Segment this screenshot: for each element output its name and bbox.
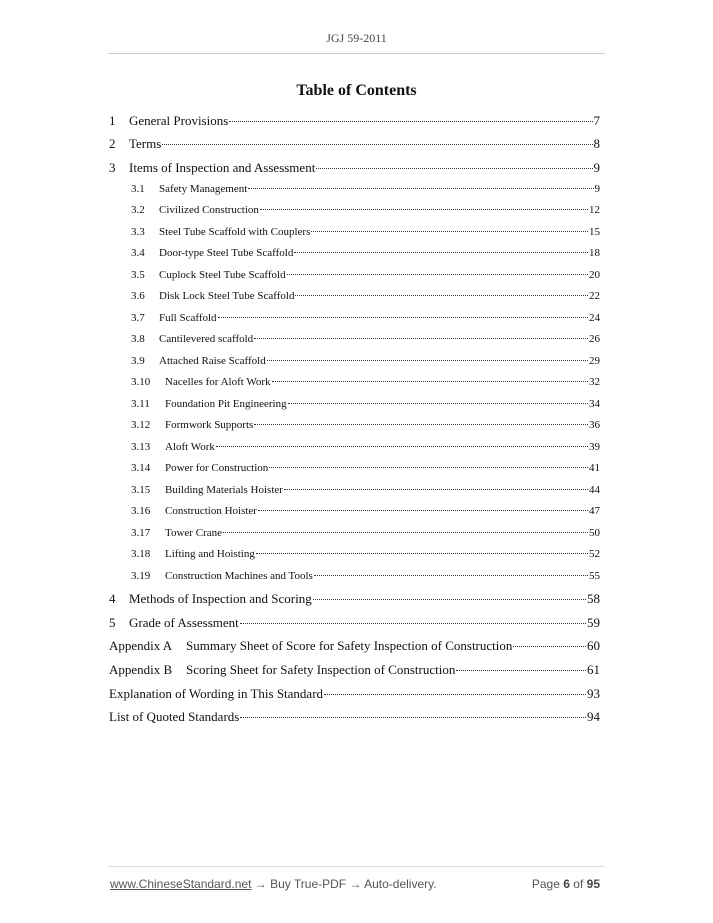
toc-entry-label: Aloft Work xyxy=(165,440,215,453)
toc-entry[interactable] xyxy=(109,591,600,614)
table-of-contents xyxy=(109,113,600,733)
toc-entry-page: 18 xyxy=(589,247,600,260)
page-indicator xyxy=(532,877,600,891)
toc-entry-number: 3.9 xyxy=(131,354,145,367)
toc-entry[interactable] xyxy=(109,462,600,484)
dot-leader xyxy=(456,670,586,671)
toc-entry-number: 3.4 xyxy=(131,247,145,260)
toc-entry-number: 3.5 xyxy=(131,268,145,281)
toc-entry-label: Scoring Sheet for Safety Inspection of Construction xyxy=(186,661,456,677)
toc-entry-number: 3.18 xyxy=(131,548,151,561)
toc-entry-number: Appendix B xyxy=(109,661,173,677)
toc-entry-page: 39 xyxy=(589,440,600,453)
toc-entry-page: 9 xyxy=(594,182,600,195)
dot-leader xyxy=(288,403,588,404)
dot-leader xyxy=(216,446,588,447)
toc-entry-page: 60 xyxy=(587,637,600,653)
dot-leader xyxy=(267,360,588,361)
toc-entry-page: 44 xyxy=(589,483,600,496)
footer-divider xyxy=(108,866,605,867)
toc-entry-label: Tower Crane xyxy=(165,526,222,539)
website-link[interactable]: www.ChineseStandard.net xyxy=(110,877,252,891)
toc-entry[interactable] xyxy=(109,638,600,662)
toc-entry[interactable] xyxy=(109,290,600,312)
toc-entry-number: 3.6 xyxy=(131,290,145,303)
toc-entry[interactable] xyxy=(109,376,600,398)
toc-entry-label: Formwork Supports xyxy=(165,419,254,432)
toc-entry-number: 3.7 xyxy=(131,311,145,324)
dot-leader xyxy=(258,510,588,511)
toc-entry-page: 8 xyxy=(593,136,600,152)
toc-entry-page: 26 xyxy=(589,333,600,346)
dot-leader xyxy=(269,467,588,468)
toc-entry[interactable] xyxy=(109,662,600,686)
toc-entry-number: 3.1 xyxy=(131,182,145,195)
toc-entry-page: 41 xyxy=(589,462,600,475)
toc-entry[interactable] xyxy=(109,527,600,549)
toc-entry-number: 4 xyxy=(109,591,116,607)
toc-entry-page: 9 xyxy=(593,159,600,175)
current-page: 6 xyxy=(563,877,570,891)
toc-entry[interactable] xyxy=(109,204,600,226)
dot-leader xyxy=(313,599,586,600)
toc-entry-number: 2 xyxy=(109,136,116,152)
toc-entry-label: Construction Hoister xyxy=(165,505,257,518)
toc-entry-label: Civilized Construction xyxy=(159,204,259,217)
toc-entry-page: 52 xyxy=(589,548,600,561)
toc-entry-page: 29 xyxy=(589,354,600,367)
dot-leader xyxy=(513,646,586,647)
toc-entry-number: 5 xyxy=(109,614,116,630)
dot-leader xyxy=(294,252,588,253)
dot-leader xyxy=(240,717,586,718)
footer-tagline: → Buy True-PDF → Auto-delivery. xyxy=(251,877,437,891)
dot-leader xyxy=(229,121,592,122)
toc-entry[interactable] xyxy=(109,686,600,710)
toc-entry-number: 1 xyxy=(109,113,116,128)
page-label: Page xyxy=(531,877,560,891)
dot-leader xyxy=(295,295,588,296)
toc-entry-page: 7 xyxy=(593,113,600,128)
toc-entry[interactable] xyxy=(109,548,600,570)
toc-entry-number: 3.10 xyxy=(131,376,151,389)
document-id-header: JGJ 59-2011 xyxy=(326,31,387,45)
toc-entry-page: 32 xyxy=(589,376,600,389)
toc-entry-label: Nacelles for Aloft Work xyxy=(165,376,271,389)
toc-entry[interactable] xyxy=(109,312,600,334)
toc-entry-page: 50 xyxy=(589,526,600,539)
toc-entry-number: 3.17 xyxy=(131,526,151,539)
toc-entry-number: 3.8 xyxy=(131,333,145,346)
toc-entry-number: 3 xyxy=(109,159,116,175)
dot-leader xyxy=(218,317,588,318)
dot-leader xyxy=(284,489,588,490)
toc-entry-page: 59 xyxy=(587,614,600,630)
toc-entry-number: 3.11 xyxy=(131,397,150,410)
toc-entry-number: 3.3 xyxy=(131,225,145,238)
dot-leader xyxy=(311,231,588,232)
toc-entry-label: Explanation of Wording in This Standard xyxy=(109,685,324,701)
toc-entry[interactable] xyxy=(109,269,600,291)
toc-entry-label: Disk Lock Steel Tube Scaffold xyxy=(159,290,295,303)
toc-entry-label: Terms xyxy=(129,136,162,152)
toc-entry[interactable] xyxy=(109,709,600,733)
toc-entry[interactable] xyxy=(109,226,600,248)
toc-entry-number: 3.13 xyxy=(131,440,151,453)
total-pages: 95 xyxy=(586,877,600,891)
dot-leader xyxy=(223,532,588,533)
toc-entry-page: 15 xyxy=(589,225,600,238)
of-label: of xyxy=(573,877,584,891)
toc-entry[interactable] xyxy=(109,136,600,159)
dot-leader xyxy=(162,144,592,145)
dot-leader xyxy=(254,338,588,339)
dot-leader xyxy=(254,424,588,425)
toc-entry[interactable] xyxy=(109,333,600,355)
toc-entry-label: Building Materials Hoister xyxy=(165,483,283,496)
toc-entry-label: Foundation Pit Engineering xyxy=(165,397,287,410)
dot-leader xyxy=(316,168,592,169)
toc-entry-number: 3.2 xyxy=(131,204,145,217)
toc-entry[interactable] xyxy=(109,113,600,136)
toc-entry-page: 55 xyxy=(589,569,600,582)
header-divider xyxy=(108,53,605,54)
toc-entry-label: Power for Construction xyxy=(165,462,269,475)
toc-entry-label: Methods of Inspection and Scoring xyxy=(129,591,312,607)
toc-entry[interactable] xyxy=(109,398,600,420)
dot-leader xyxy=(324,694,586,695)
dot-leader xyxy=(256,553,588,554)
toc-entry-page: 12 xyxy=(589,204,600,217)
toc-entry-label: Grade of Assessment xyxy=(129,614,239,630)
toc-entry-page: 47 xyxy=(589,505,600,518)
toc-entry[interactable] xyxy=(109,183,600,205)
toc-entry[interactable] xyxy=(109,505,600,527)
toc-entry[interactable] xyxy=(109,355,600,377)
toc-entry[interactable] xyxy=(109,247,600,269)
toc-entry[interactable] xyxy=(109,615,600,638)
dot-leader xyxy=(240,623,586,624)
toc-entry-number: 3.19 xyxy=(131,569,151,582)
toc-entry-number: Appendix A xyxy=(109,637,173,653)
toc-entry[interactable] xyxy=(109,160,600,183)
page-title: Table of Contents xyxy=(296,82,417,99)
toc-entry-page: 24 xyxy=(589,311,600,324)
toc-entry[interactable] xyxy=(109,484,600,506)
toc-entry-label: Summary Sheet of Score for Safety Inspection of Construction xyxy=(186,637,513,653)
toc-entry-page: 58 xyxy=(587,591,600,607)
toc-entry-label: Cantilevered scaffold xyxy=(159,333,254,346)
toc-entry[interactable] xyxy=(109,570,600,592)
toc-entry-label: Door-type Steel Tube Scaffold xyxy=(159,247,294,260)
toc-entry-label: Attached Raise Scaffold xyxy=(159,354,266,367)
toc-entry-page: 22 xyxy=(589,290,600,303)
dot-leader xyxy=(314,575,588,576)
toc-entry-label: General Provisions xyxy=(129,113,229,128)
footer-promo xyxy=(110,877,437,891)
toc-entry-label: List of Quoted Standards xyxy=(109,709,240,725)
toc-entry[interactable] xyxy=(109,441,600,463)
toc-entry-page: 20 xyxy=(589,268,600,281)
toc-entry-page: 34 xyxy=(589,397,600,410)
toc-entry-label: Lifting and Hoisting xyxy=(165,548,255,561)
toc-entry-label: Items of Inspection and Assessment xyxy=(129,159,316,175)
toc-entry-label: Full Scaffold xyxy=(159,311,217,324)
toc-entry-number: 3.15 xyxy=(131,483,151,496)
toc-entry-number: 3.12 xyxy=(131,419,151,432)
dot-leader xyxy=(248,188,593,189)
toc-entry-page: 93 xyxy=(587,685,600,701)
toc-entry-label: Steel Tube Scaffold with Couplers xyxy=(159,225,311,238)
toc-entry-page: 61 xyxy=(587,661,600,677)
dot-leader xyxy=(272,381,588,382)
toc-entry-label: Cuplock Steel Tube Scaffold xyxy=(159,268,286,281)
toc-entry[interactable] xyxy=(109,419,600,441)
toc-entry-label: Construction Machines and Tools xyxy=(165,569,313,582)
toc-entry-label: Safety Management xyxy=(159,182,248,195)
toc-entry-page: 94 xyxy=(587,709,600,725)
dot-leader xyxy=(260,209,588,210)
toc-entry-page: 36 xyxy=(589,419,600,432)
toc-entry-number: 3.14 xyxy=(131,462,151,475)
dot-leader xyxy=(287,274,588,275)
toc-entry-number: 3.16 xyxy=(131,505,151,518)
